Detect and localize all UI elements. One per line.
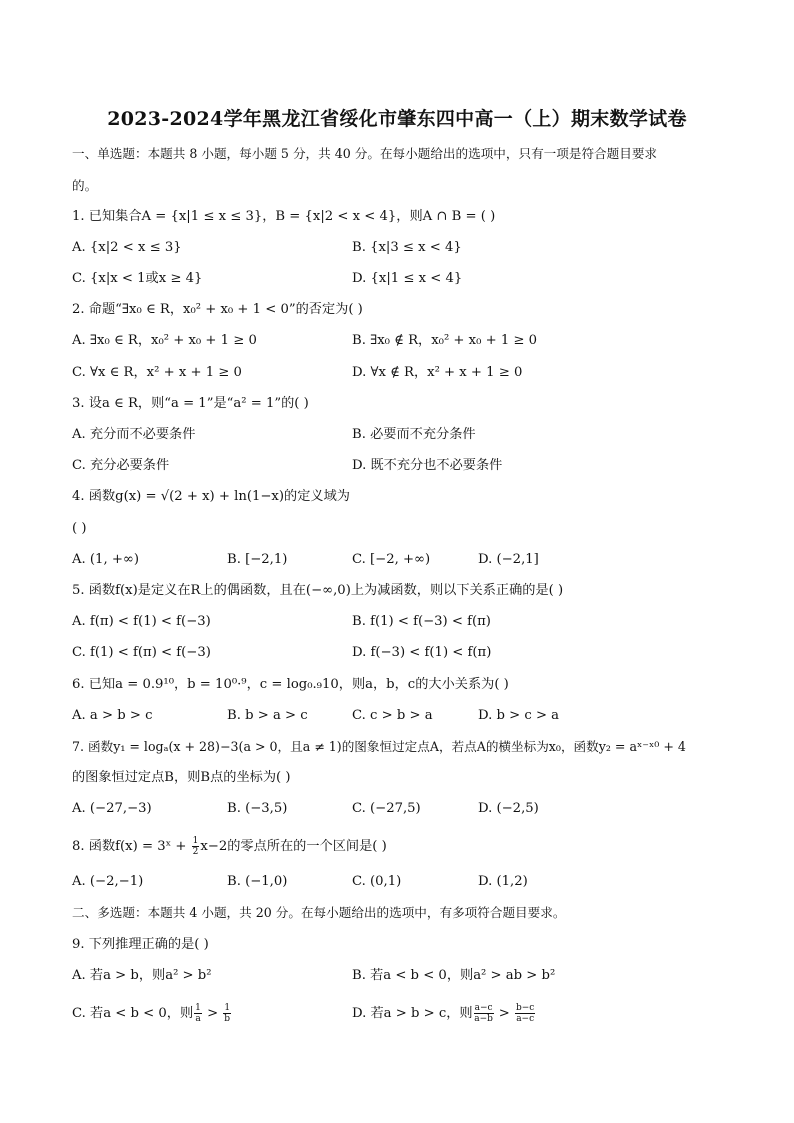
question-2-option-a: A. ∃x₀ ∈ R，x₀² + x₀ + 1 ≥ 0 bbox=[72, 333, 257, 348]
fraction-b-minus-c-over-a-minus-c bbox=[515, 1003, 535, 1024]
question-1-option-c: C. {x|x < 1或x ≥ 4} bbox=[72, 271, 203, 286]
question-9-option-a: A. 若a > b，则a² > b² bbox=[72, 968, 212, 983]
fraction-denominator: 2 bbox=[192, 847, 199, 857]
fraction-denominator: a bbox=[195, 1014, 201, 1024]
question-2-option-b: B. ∃x₀ ∉ R，x₀² + x₀ + 1 ≥ 0 bbox=[352, 333, 538, 348]
question-4-option-d: D. (−2,1] bbox=[478, 552, 539, 567]
question-4-paren: ( ) bbox=[72, 521, 87, 536]
question-3-option-c: C. 充分必要条件 bbox=[72, 458, 170, 473]
section-heading-multiple-choice: 二、多选题：本题共 4 小题，共 20 分。在每小题给出的选项中，有多项符合题目要求。 bbox=[72, 905, 566, 920]
question-3-option-a: A. 充分而不必要条件 bbox=[72, 427, 196, 442]
fraction-1-over-a bbox=[194, 1003, 202, 1024]
question-6-option-c: C. c > b > a bbox=[352, 708, 433, 723]
question-8-option-a: A. (−2,−1) bbox=[72, 874, 144, 889]
question-3-option-b: B. 必要而不充分条件 bbox=[352, 427, 476, 442]
question-4-option-c: C. [−2, +∞) bbox=[352, 552, 431, 567]
question-8-stem-pre: 8. 函数f(x) = 3ˣ + bbox=[72, 839, 191, 854]
question-1-stem: 1. 已知集合A = {x|1 ≤ x ≤ 3}，B = {x|2 < x < 4}，则A ∩ B = ( ) bbox=[72, 209, 496, 224]
fraction-numerator: b−c bbox=[516, 1003, 535, 1013]
question-8-option-b: B. (−1,0) bbox=[227, 874, 288, 889]
question-1-option-a: A. {x|2 < x ≤ 3} bbox=[72, 240, 182, 255]
question-9-stem: 9. 下列推理正确的是( ) bbox=[72, 937, 209, 952]
question-7-option-c: C. (−27,5) bbox=[352, 801, 421, 816]
section-heading-single-choice: 一、单选题：本题共 8 小题，每小题 5 分，共 40 分。在每小题给出的选项中，只有一项是符合题目要求 bbox=[72, 146, 658, 161]
fraction-numerator: 1 bbox=[195, 1003, 201, 1013]
question-7-stem-cont: 的图象恒过定点B，则B点的坐标为( ) bbox=[72, 770, 291, 785]
question-2-stem: 2. 命题“∃x₀ ∈ R，x₀² + x₀ + 1 < 0”的否定为( ) bbox=[72, 302, 363, 317]
question-2-option-d: D. ∀x ∉ R，x² + x + 1 ≥ 0 bbox=[352, 365, 523, 380]
question-1-option-d: D. {x|1 ≤ x < 4} bbox=[352, 271, 463, 286]
question-7-option-a: A. (−27,−3) bbox=[72, 801, 152, 816]
question-6-option-d: D. b > c > a bbox=[478, 708, 560, 723]
question-7-option-b: B. (−3,5) bbox=[227, 801, 288, 816]
question-9-option-c bbox=[72, 1003, 232, 1024]
greater-than-sign: > bbox=[494, 1006, 514, 1021]
fraction-denominator: b bbox=[224, 1014, 231, 1024]
question-4-option-a: A. (1, +∞) bbox=[72, 552, 140, 567]
question-5-option-d: D. f(−3) < f(1) < f(π) bbox=[352, 645, 492, 660]
question-9-option-d-text: D. 若a > b > c，则 bbox=[352, 1006, 473, 1021]
question-4-option-b: B. [−2,1) bbox=[227, 552, 288, 567]
page-title: 2023-2024学年黑龙江省绥化市肇东四中高一（上）期末数学试卷 bbox=[107, 108, 687, 130]
fraction-denominator: a−b bbox=[474, 1014, 493, 1024]
question-1-option-b: B. {x|3 ≤ x < 4} bbox=[352, 240, 462, 255]
question-5-option-b: B. f(1) < f(−3) < f(π) bbox=[352, 614, 491, 629]
question-3-option-d: D. 既不充分也不必要条件 bbox=[352, 458, 503, 473]
question-9-option-c-text: C. 若a < b < 0，则 bbox=[72, 1006, 194, 1021]
fraction-a-minus-c-over-a-minus-b bbox=[474, 1003, 494, 1024]
fraction-1-over-b bbox=[223, 1003, 231, 1024]
question-7-stem: 7. 函数y₁ = logₐ(x + 28)−3(a > 0，且a ≠ 1)的图象恒过定点A，若点A的横坐标为x₀，函数y₂ = aˣ⁻ˣ⁰ + 4 bbox=[72, 739, 686, 754]
fraction-numerator: a−c bbox=[474, 1003, 493, 1013]
question-9-option-d bbox=[352, 1003, 536, 1024]
fraction-one-half bbox=[192, 836, 200, 857]
question-6-option-a: A. a > b > c bbox=[72, 708, 153, 723]
section-heading-single-choice-cont: 的。 bbox=[72, 178, 98, 193]
question-8-stem bbox=[72, 836, 387, 857]
question-4-stem: 4. 函数g(x) = √(2 + x) + ln(1−x)的定义域为 bbox=[72, 489, 350, 504]
question-3-stem: 3. 设a ∈ R，则“a = 1”是“a² = 1”的( ) bbox=[72, 396, 309, 411]
fraction-denominator: a−c bbox=[516, 1014, 535, 1024]
question-9-option-b: B. 若a < b < 0，则a² > ab > b² bbox=[352, 968, 556, 983]
question-2-option-c: C. ∀x ∈ R，x² + x + 1 ≥ 0 bbox=[72, 365, 242, 380]
question-8-option-d: D. (1,2) bbox=[478, 874, 528, 889]
question-5-option-c: C. f(1) < f(π) < f(−3) bbox=[72, 645, 211, 660]
question-5-stem: 5. 函数f(x)是定义在R上的偶函数，且在(−∞,0)上为减函数，则以下关系正确的是( ) bbox=[72, 583, 564, 598]
question-8-option-c: C. (0,1) bbox=[352, 874, 402, 889]
question-8-stem-post: x−2的零点所在的一个区间是( ) bbox=[200, 839, 387, 854]
question-5-option-a: A. f(π) < f(1) < f(−3) bbox=[72, 614, 211, 629]
question-6-option-b: B. b > a > c bbox=[227, 708, 308, 723]
question-7-option-d: D. (−2,5) bbox=[478, 801, 539, 816]
fraction-numerator: 1 bbox=[192, 836, 199, 846]
greater-than-sign: > bbox=[202, 1006, 223, 1021]
fraction-numerator: 1 bbox=[224, 1003, 231, 1013]
question-6-stem: 6. 已知a = 0.9¹⁰，b = 10⁰·⁹，c = log₀.₉10，则a，b，c的大小关系为( ) bbox=[72, 677, 509, 692]
